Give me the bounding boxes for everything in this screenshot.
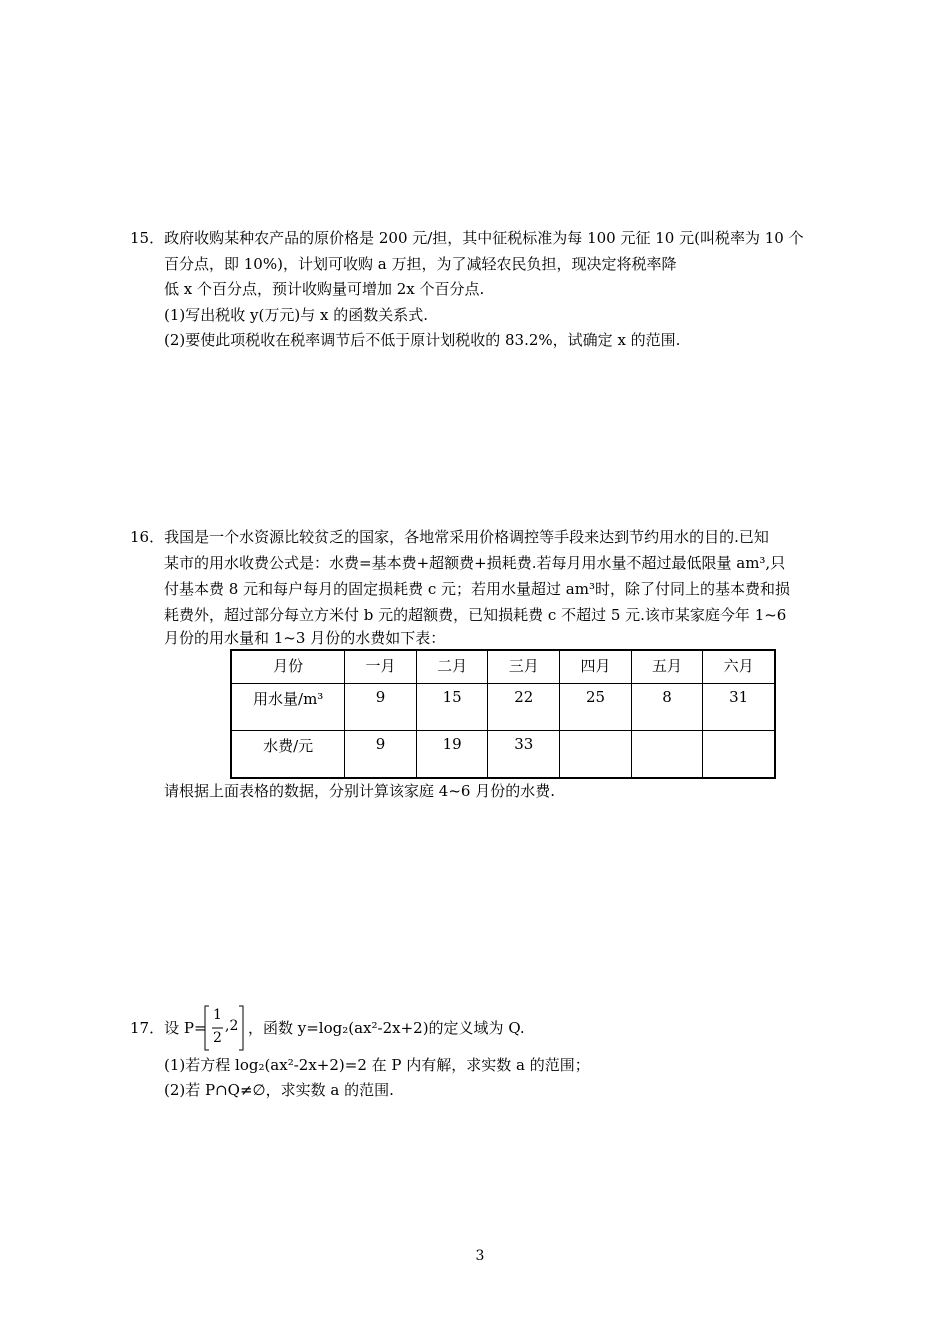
table-row <box>231 684 775 731</box>
table-cell: 三月 <box>488 650 560 684</box>
fraction-numerator: 1 <box>213 1007 222 1023</box>
table-cell: 9 <box>345 731 416 779</box>
table-cell: 22 <box>488 684 560 731</box>
q15-line2: 百分点，即 10%)，计划可收购 a 万担，为了减轻农民负担，现决定将税率降 <box>164 255 677 273</box>
q17-prefix: 17．设 P= <box>130 1019 207 1037</box>
table-cell: 一月 <box>345 650 416 684</box>
q17-part2: (2)若 P∩Q≠∅，求实数 a 的范围. <box>164 1081 394 1099</box>
q16-line5: 月份的用水量和 1~3 月份的水费如下表： <box>164 629 446 647</box>
table-cell: 六月 <box>703 650 775 684</box>
interval-bracket <box>203 1004 245 1052</box>
q15-line1: 15．政府收购某种农产品的原价格是 200 元/担，其中征税标准为每 100 元征 10 元(叫税率为 10 个 <box>130 229 804 247</box>
table-cell: 25 <box>560 684 632 731</box>
table-cell: 五月 <box>631 650 702 684</box>
q16-line4: 耗费外，超过部分每立方米付 b 元的超额费，已知损耗费 c 不超过 5 元.该市某家庭今年 1~6 <box>164 606 787 624</box>
q16-after-table: 请根据上面表格的数据，分别计算该家庭 4~6 月份的水费. <box>164 782 555 800</box>
table-cell: 四月 <box>560 650 632 684</box>
table-cell: 9 <box>345 684 416 731</box>
table-cell: 月份 <box>231 650 345 684</box>
table-cell: 用水量/m³ <box>231 684 345 731</box>
q16-line3: 付基本费 8 元和每户每月的固定损耗费 c 元；若用水量超过 am³时，除了付同上的基本费和损 <box>164 580 790 598</box>
q17-part1: (1)若方程 log₂(ax²-2x+2)=2 在 P 内有解，求实数 a 的范围； <box>164 1056 590 1074</box>
table-cell: 水费/元 <box>231 731 345 779</box>
table-cell: 33 <box>488 731 560 779</box>
q15-part1: (1)写出税收 y(万元)与 x 的函数关系式. <box>164 306 428 324</box>
table-cell: 二月 <box>416 650 488 684</box>
table-cell <box>631 731 702 779</box>
interval-upper: ,2 <box>225 1018 239 1034</box>
table-header-row <box>231 650 775 684</box>
table-row <box>231 731 775 779</box>
q15-part2: (2)要使此项税收在税率调节后不低于原计划税收的 83.2%，试确定 x 的范围. <box>164 331 681 349</box>
fraction-denominator: 2 <box>213 1030 222 1046</box>
table-cell: 15 <box>416 684 488 731</box>
table-cell: 8 <box>631 684 702 731</box>
bracket-svg <box>203 1004 245 1052</box>
q16-line1: 16．我国是一个水资源比较贫乏的国家，各地常采用价格调控等手段来达到节约用水的目的.已知 <box>130 528 769 546</box>
table-cell <box>703 731 775 779</box>
q15-line3: 低 x 个百分点，预计收购量可增加 2x 个百分点. <box>164 280 485 298</box>
q16-line2: 某市的用水收费公式是：水费=基本费+超额费+损耗费.若每月用水量不超过最低限量 am³,只 <box>164 554 786 572</box>
table-cell: 31 <box>703 684 775 731</box>
q17-rest: ，函数 y=log₂(ax²-2x+2)的定义域为 Q. <box>248 1019 525 1037</box>
page-number: 3 <box>475 1248 485 1264</box>
table-cell: 19 <box>416 731 488 779</box>
table-cell <box>560 731 632 779</box>
water-fee-table <box>230 649 776 779</box>
